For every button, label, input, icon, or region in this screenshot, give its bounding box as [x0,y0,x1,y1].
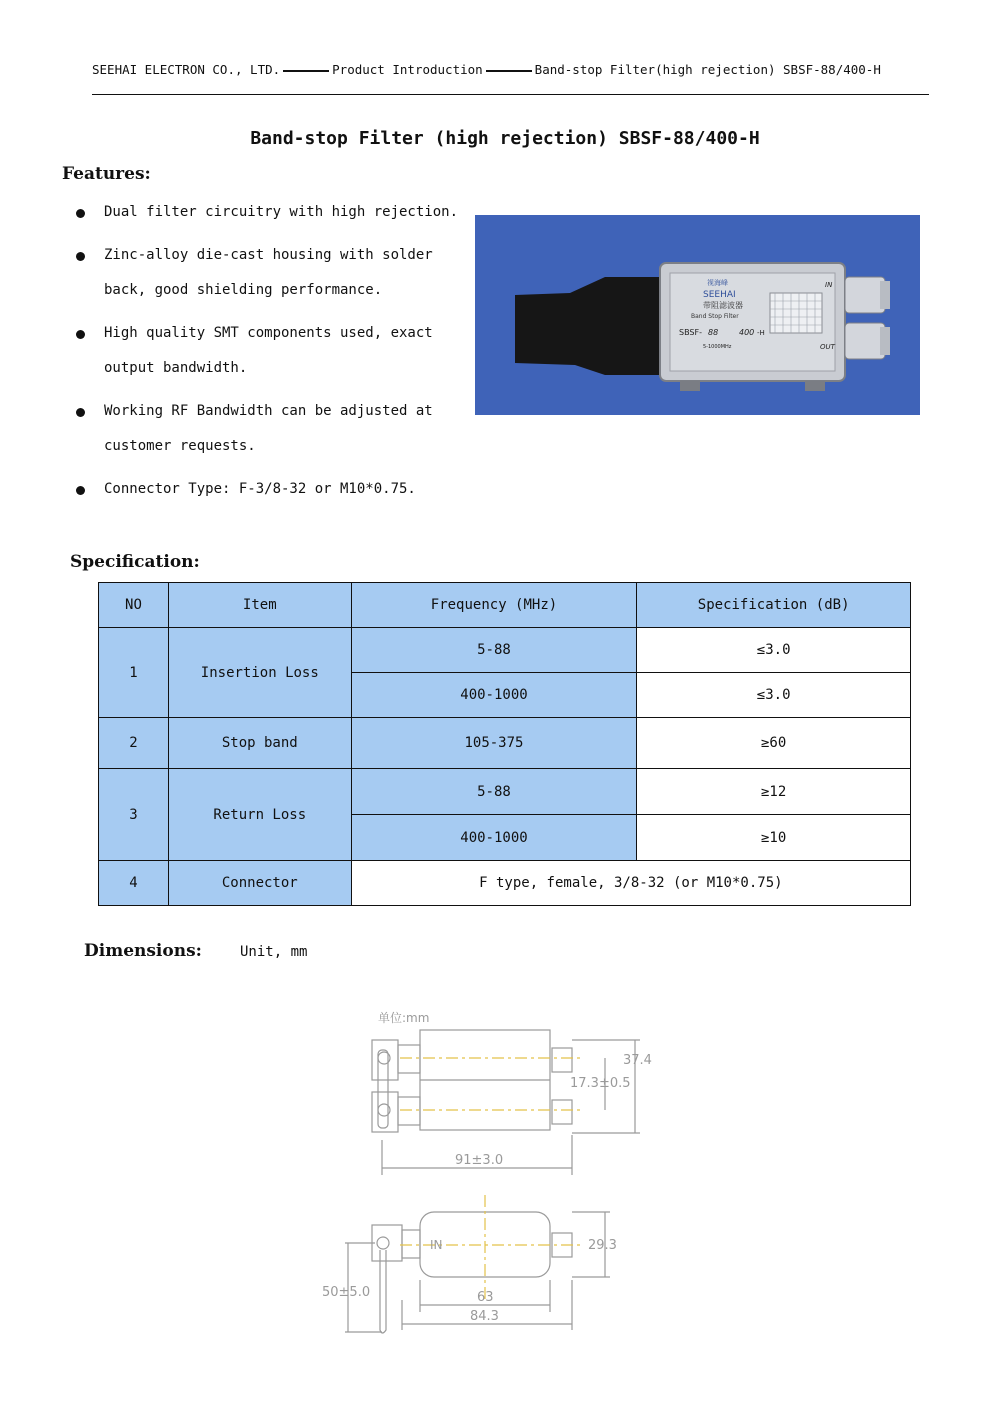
table-header-row [99,583,911,628]
bullet-icon [76,408,85,417]
dimension-drawing [320,1000,680,1350]
features-list [70,195,470,515]
table-row [99,718,911,769]
row-spec: ≤3.0 [637,628,911,673]
feature-item: High quality SMT components used, exact output bandwidth. [70,316,470,386]
header-section: Product Introduction [332,62,483,77]
table-row [99,769,911,815]
photo-model-a: 88 [708,328,719,337]
bullet-icon [76,330,85,339]
row-number: 4 [99,861,169,906]
header-dash [283,70,329,72]
header-dash [486,70,532,72]
photo-port-in: IN [825,281,833,289]
page-header [92,62,929,77]
dim-cable: 50±5.0 [322,1285,371,1300]
row-item: Connector [168,861,351,906]
row-number: 1 [99,628,169,718]
photo-brand: SEEHAI [703,290,736,300]
dim-pitch: 17.3±0.5 [570,1076,631,1091]
feature-item: Connector Type: F-3/8-32 or M10*0.75. [70,472,470,507]
row-item: Insertion Loss [168,628,351,718]
column-header: NO [99,583,169,628]
dimensions-heading: Dimensions: [84,941,202,961]
row-spec: ≥10 [637,815,911,861]
drawing-port-in: IN [430,1238,443,1252]
header-company: SEEHAI ELECTRON CO., LTD. [92,62,281,77]
row-item: Return Loss [168,769,351,861]
table-row [99,861,911,906]
row-number: 3 [99,769,169,861]
dimensions-unit: Unit, mm [240,944,308,960]
row-frequency: 400-1000 [351,673,637,718]
photo-port-out: OUT [820,343,835,351]
photo-range: 5-1000MHz [703,344,732,350]
table-row [99,628,911,673]
drawing-unit-label: 单位:mm [378,1011,430,1025]
header-product: Band-stop Filter(high rejection) SBSF-88/400-H [534,62,881,77]
column-header: Frequency (MHz) [351,583,637,628]
row-item: Stop band [168,718,351,769]
features-heading: Features: [62,164,151,184]
feature-item: Dual filter circuitry with high rejection. [70,195,470,230]
header-rule [92,94,929,95]
row-frequency: 5-88 [351,628,637,673]
column-header: Specification (dB) [637,583,911,628]
dim-height-total: 37.4 [623,1053,652,1068]
feature-item: Zinc-alloy die-cast housing with solder back, good shielding performance. [70,238,470,308]
row-spec: ≤3.0 [637,673,911,718]
row-spec: ≥12 [637,769,911,815]
row-merged-spec: F type, female, 3/8-32 (or M10*0.75) [351,861,910,906]
specification-heading: Specification: [70,552,200,572]
row-spec: ≥60 [637,718,911,769]
bullet-icon [76,486,85,495]
photo-type-en: Band Stop Filter [691,313,739,320]
feature-item: Working RF Bandwidth can be adjusted at customer requests. [70,394,470,464]
dim-body-length: 63 [477,1290,494,1305]
column-header: Item [168,583,351,628]
photo-model-b: 400 [739,328,755,337]
bullet-icon [76,209,85,218]
dim-length: 91±3.0 [455,1153,504,1168]
dim-body-height: 29.3 [588,1238,617,1253]
product-photo [475,215,920,415]
page-title: Band-stop Filter (high rejection) SBSF-88/400-H [250,128,760,149]
photo-type-cn: 带阻滤波器 [703,301,743,310]
specification-table [98,582,911,906]
row-frequency: 105-375 [351,718,637,769]
row-number: 2 [99,718,169,769]
row-frequency: 5-88 [351,769,637,815]
dimension-drawing-svg [320,1000,680,1350]
photo-brand-cn: 视海峰 [707,279,728,287]
row-frequency: 400-1000 [351,815,637,861]
photo-model-suffix: -H [757,329,765,337]
photo-model-prefix: SBSF- [679,328,702,337]
bullet-icon [76,252,85,261]
dim-overall-length: 84.3 [470,1309,499,1324]
filter-illustration [475,215,920,415]
